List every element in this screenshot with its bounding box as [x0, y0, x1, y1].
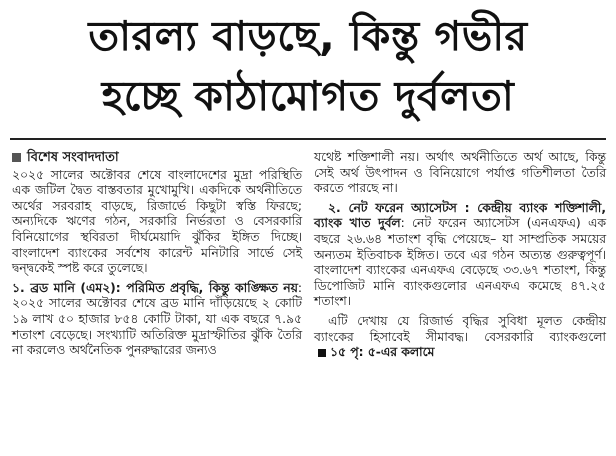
headline-line-1: তারল্য বাড়ছে, কিন্তু গভীর — [88, 12, 528, 60]
square-bullet-icon — [12, 153, 21, 162]
subheading: ২. নেট ফরেন অ্যাসেটস : কেন্দ্রীয় ব্যাংক শক্তিশালী, ব্যাংক খাত দুর্বল — [314, 200, 606, 231]
headline-rule — [10, 138, 606, 140]
paragraph — [314, 314, 606, 361]
square-bullet-icon — [318, 349, 326, 357]
byline-text: বিশেষ সংবাদদাতা — [27, 150, 119, 165]
paragraph: যথেষ্ট শক্তিশালী নয়। অর্থাৎ অর্থনীতিতে অর্থ আছে, কিন্তু সেই অর্থ উৎপাদন ও বিনিয়োগে পর্যাপ্ত গতিশীলতা তৈরি করতে পারছে না। — [314, 150, 606, 196]
headline — [0, 6, 616, 126]
continuation-text: ১৫ পৃ: ৫-এর কলামে — [330, 345, 435, 360]
continuation-note — [314, 345, 434, 359]
subheading: ১. ব্রড মানি (এম২): পরিমিত প্রবৃদ্ধি, কিন্তু কাঙ্ক্ষিত নয় — [12, 280, 298, 295]
paragraph-text: : ২০২৫ সালের অক্টোবর শেষে ব্রড মানি দাঁড়িয়েছে ২ কোটি ১৯ লাখ ৫০ হাজার ৮৫৪ কোটি টাকা, যা এক বছরে ৭.৯৫ শতাংশ বেড়েছে। সংখ্যাটি অতিরিক্ত মুদ্রাস্ফীতির ঝুঁকি তৈরি না করলেও অর্থনৈতিক পুনরুদ্ধারের জন্যও — [12, 280, 302, 358]
section-paragraph — [12, 281, 302, 359]
paragraph-text: : নেট ফরেন অ্যাসেটস (এনএফএ) এক বছরে ২৬.৬৪ শতাংশ বৃদ্ধি পেয়েছে– যা সাম্প্রতিক সময়ের অন্যতম ইতিবাচক ইঙ্গিত। তবে এর গঠন অত্যন্ত গুরুত্বপূর্ণ। বাংলাদেশ ব্যাংকের এনএফএ বেড়েছে ৩৩.৬৭ শতাংশ, কিন্তু ডিপোজিট মানি ব্যাংকগুলোর এনএফএ কমেছে ৪৭.২৫ শতাংশ। — [314, 216, 606, 309]
section-paragraph — [314, 201, 606, 310]
headline-line-2: হচ্ছে কাঠামোগত দুর্বলতা — [101, 72, 515, 120]
left-column — [12, 150, 302, 359]
right-column — [314, 150, 606, 361]
paragraph: ২০২৫ সালের অক্টোবর শেষে বাংলাদেশের মুদ্রা পরিস্থিতি এক জটিল দ্বৈত বাস্তবতার মুখোমুখি। একদিকে অর্থনীতিতে অর্থের সরবরাহ বাড়ছে, রিজার্ভে কিছুটা স্বস্তি ফিরছে; অন্যদিকে ঋণের গঠন, সরকারি নির্ভরতা ও বেসরকারি বিনিয়োগের স্থবিরতা দীর্ঘমেয়াদি ঝুঁকির ইঙ্গিত দিচ্ছে। বাংলাদেশ ব্যাংকের সর্বশেষ কারেন্ট মনিটারি সার্ভে সেই দ্বন্দ্বকেই স্পষ্ট করে তুলেছে। — [12, 167, 302, 276]
paragraph-text: এটি দেখায় যে রিজার্ভ বৃদ্ধির সুবিধা মূলত কেন্দ্রীয় ব্যাংকের হিসাবেই সীমাবদ্ধ। বেসরকারি ব্যাংকগুলো — [314, 313, 606, 344]
byline — [12, 150, 302, 166]
